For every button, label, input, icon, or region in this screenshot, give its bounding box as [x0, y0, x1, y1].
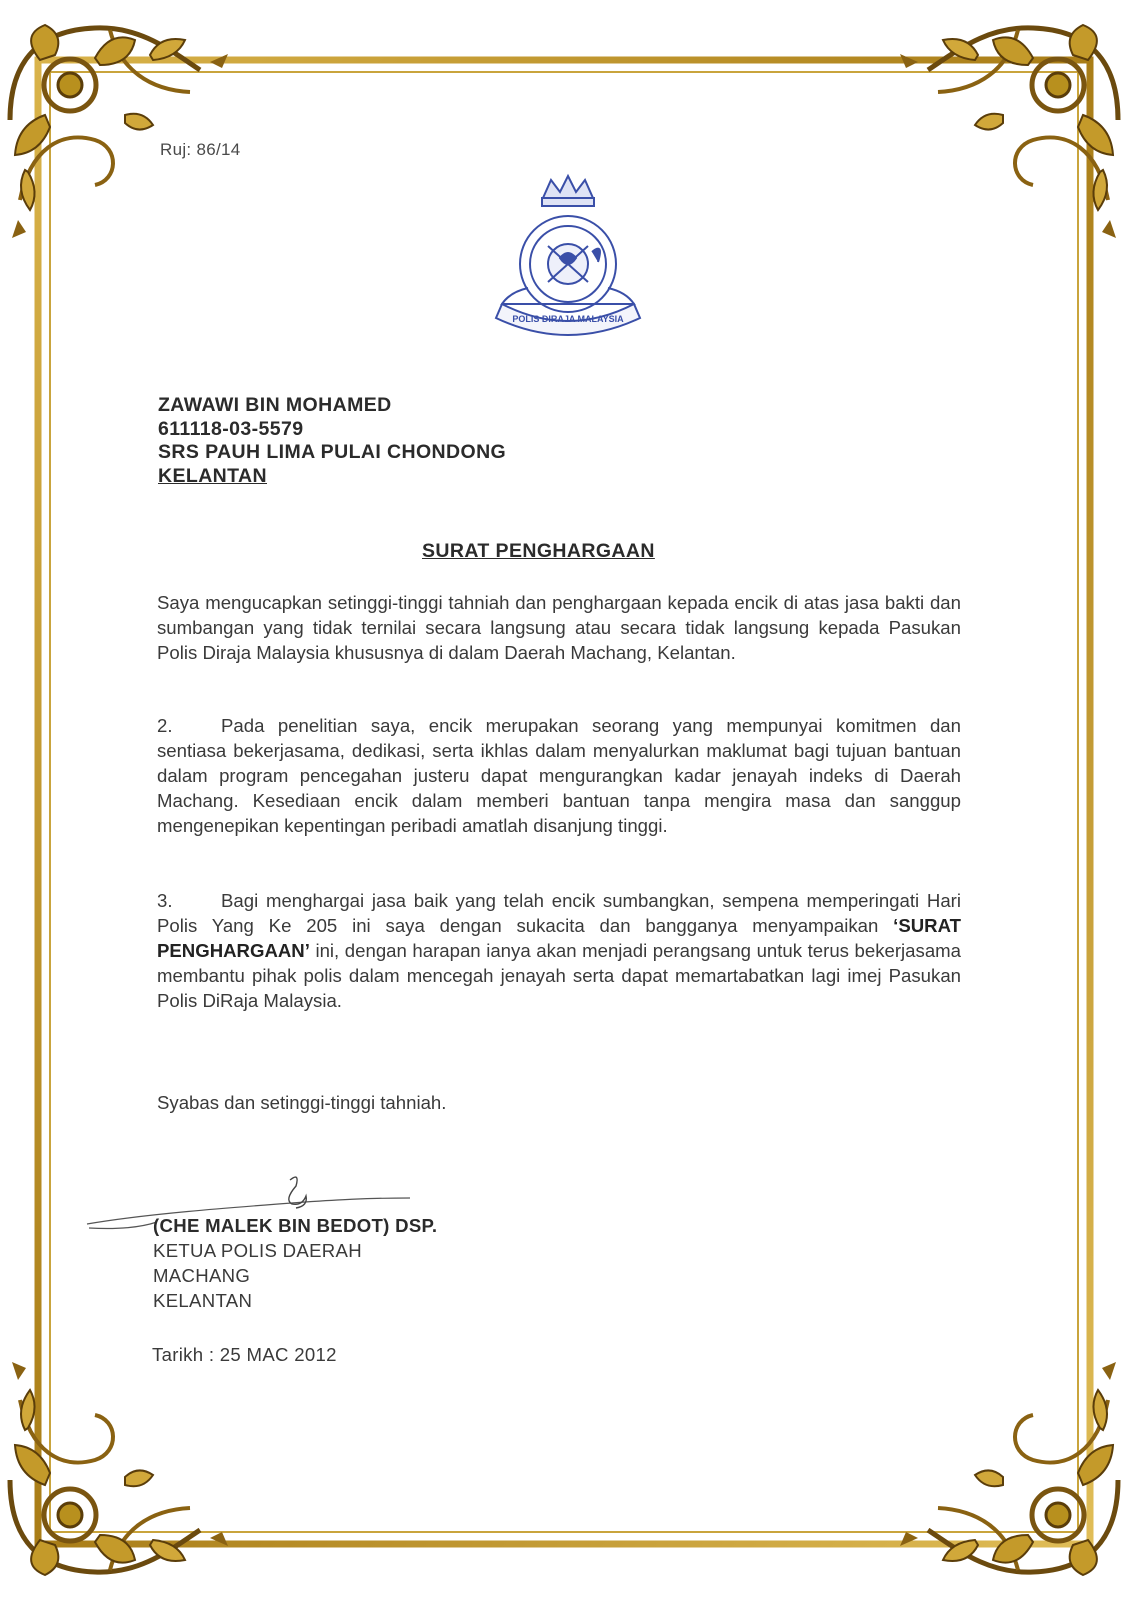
letter-date: Tarikh : 25 MAC 2012: [152, 1344, 337, 1365]
paragraph-2-number: 2.: [157, 715, 173, 736]
recipient-block: [158, 394, 506, 488]
paragraph-3-emphasis: ‘SURAT PENGHARGAAN’: [157, 915, 961, 961]
paragraph-3: [157, 888, 961, 1013]
paragraph-2-text: Pada penelitian saya, encik merupakan seorang yang mempunyai komitmen dan sentiasa bekerjasama, dedikasi, serta ikhlas dalam menyalurkan maklumat bagi tujuan bantuan dalam program pencegahan justeru dapat mengurangkan kadar jenayah indeks di Daerah Machang. Kesediaan encik dalam memberi bantuan tanpa mengira masa dan sanggup mengenepikan kepentingan peribadi amatlah disanjung tinggi.: [157, 715, 961, 836]
signer-district: MACHANG: [153, 1265, 251, 1286]
paragraph-3-text-after: ini, dengan harapan ianya akan menjadi perangsang untuk terus bekerjasama membantu pihak polis dalam mencegah jenayah serta dapat memartabatkan lagi imej Pasukan Polis DiRaja Malaysia.: [157, 940, 961, 1011]
paragraph-2: [157, 713, 961, 838]
signer-state: KELANTAN: [153, 1290, 253, 1311]
reference-number: Ruj: 86/14: [160, 140, 241, 159]
signer-block: [153, 1213, 437, 1313]
letter-title: SURAT PENGHARGAAN: [422, 540, 655, 562]
signer-name: (CHE MALEK BIN BEDOT) DSP.: [153, 1215, 438, 1236]
signer-position: KETUA POLIS DAERAH: [153, 1240, 362, 1261]
paragraph-1: Saya mengucapkan setinggi-tinggi tahniah dan penghargaan kepada encik di atas jasa bakti dan sumbangan yang tidak ternilai secara langsung atau secara tidak langsung kepada Pasukan Polis Diraja Malaysia khususnya di dalam Daerah Machang, Kelantan.: [157, 592, 961, 663]
recipient-name: ZAWAWI BIN MOHAMED: [158, 394, 392, 416]
closing-line: Syabas dan setinggi-tinggi tahniah.: [157, 1092, 447, 1113]
recipient-id: 611118-03-5579: [158, 417, 304, 440]
paragraph-3-number: 3.: [157, 890, 173, 911]
police-crest-icon: [488, 168, 648, 343]
recipient-state: KELANTAN: [158, 464, 267, 487]
recipient-address: SRS PAUH LIMA PULAI CHONDONG: [158, 441, 507, 463]
crest-text: POLIS DIRAJA MALAYSIA: [512, 314, 624, 324]
paragraph-3-text-before: Bagi menghargai jasa baik yang telah encik sumbangkan, sempena memperingati Hari Polis Yang Ke 205 ini saya dengan sukacita dan bangganya menyampaikan: [157, 890, 961, 936]
